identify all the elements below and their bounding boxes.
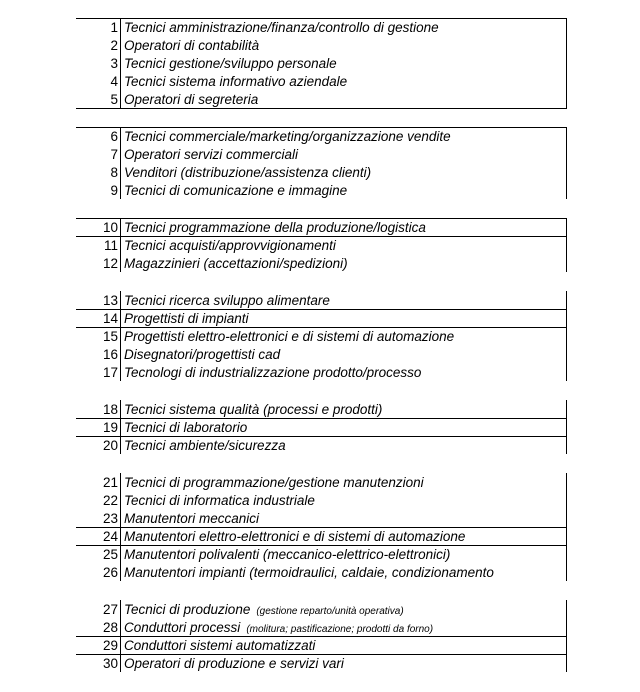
job-group-5 (76, 400, 567, 454)
list-item (76, 345, 567, 363)
item-number: 10 (102, 220, 118, 235)
item-label: Tecnici ricerca sviluppo alimentare (120, 291, 567, 309)
item-number: 3 (110, 56, 118, 71)
job-group-2 (76, 127, 567, 199)
item-label: Venditori (distribuzione/assistenza clienti) (120, 163, 567, 181)
item-label: Operatori servizi commerciali (120, 145, 567, 163)
list-item (76, 400, 567, 418)
list-item (76, 600, 567, 618)
item-number: 24 (102, 529, 118, 544)
item-number: 16 (102, 347, 118, 362)
item-label: Tecnici di informatica industriale (120, 491, 567, 509)
list-item (76, 473, 567, 491)
list-item (76, 509, 567, 527)
item-number: 13 (102, 293, 118, 308)
item-number: 12 (102, 256, 118, 271)
item-label: Conduttori sistemi automatizzati (120, 636, 567, 654)
item-number: 25 (102, 547, 118, 562)
item-number: 15 (102, 329, 118, 344)
item-label: Tecnici ambiente/sicurezza (120, 436, 567, 454)
list-item (76, 163, 567, 181)
item-label: Tecnici amministrazione/finanza/controllo di gestione (120, 18, 567, 36)
item-number: 20 (102, 438, 118, 453)
item-label: Disegnatori/progettisti cad (120, 345, 567, 363)
list-item (76, 36, 567, 54)
item-number: 22 (102, 493, 118, 508)
list-item (76, 654, 567, 672)
item-label: Manutentori elettro-elettronici e di sistemi di automazione (120, 527, 567, 545)
item-number: 30 (102, 656, 118, 671)
list-item (76, 72, 567, 90)
list-item (76, 236, 567, 254)
item-label: Operatori di segreteria (120, 90, 567, 108)
list-item (76, 18, 567, 36)
item-number: 27 (102, 602, 118, 617)
list-item (76, 181, 567, 199)
item-number: 23 (102, 511, 118, 526)
job-group-7 (76, 600, 567, 672)
list-item (76, 563, 567, 581)
list-item (76, 218, 567, 236)
item-note: (molitura; pastificazione; prodotti da forno) (246, 624, 434, 635)
item-label: Operatori di produzione e servizi vari (120, 654, 567, 672)
list-item (76, 127, 567, 145)
list-item (76, 618, 567, 636)
item-label: Tecnici sistema qualità (processi e prodotti) (120, 400, 567, 418)
item-label: Tecnici programmazione della produzione/logistica (120, 218, 567, 236)
item-label: Tecnici acquisti/approvvigionamenti (120, 236, 567, 254)
item-number: 26 (102, 565, 118, 580)
item-label: Tecnici di comunicazione e immagine (120, 181, 567, 199)
list-item (76, 363, 567, 381)
job-group-1 (76, 18, 567, 108)
item-label: Tecnici gestione/sviluppo personale (120, 54, 567, 72)
item-label: Tecnologi di industrializzazione prodotto/processo (120, 363, 567, 381)
item-number: 5 (110, 92, 118, 107)
list-item (76, 254, 567, 272)
list-item (76, 636, 567, 654)
item-number: 6 (110, 129, 118, 144)
item-number: 9 (110, 183, 118, 198)
item-number: 2 (110, 38, 118, 53)
item-number: 7 (110, 147, 118, 162)
item-number: 21 (102, 475, 118, 490)
item-label: Tecnici sistema informativo aziendale (120, 72, 567, 90)
list-item (76, 527, 567, 545)
item-label: Progettisti di impianti (120, 309, 567, 327)
item-number: 29 (102, 638, 118, 653)
item-label: Manutentori impianti (termoidraulici, caldaie, condizionamento (120, 563, 567, 581)
item-label: Manutentori polivalenti (meccanico-elettrico-elettronici) (120, 545, 567, 563)
item-label: Tecnici di laboratorio (120, 418, 567, 436)
item-number: 14 (102, 311, 118, 326)
job-group-3 (76, 218, 567, 272)
item-number: 8 (110, 165, 118, 180)
item-label (120, 600, 567, 618)
list-item (76, 54, 567, 72)
item-label: Progettisti elettro-elettronici e di sistemi di automazione (120, 327, 567, 345)
job-group-6 (76, 473, 567, 581)
item-number: 1 (110, 20, 118, 35)
item-number: 18 (102, 402, 118, 417)
list-item (76, 90, 567, 108)
item-number: 19 (102, 420, 118, 435)
item-label-text: Conduttori processi (124, 620, 241, 635)
item-label-text: Tecnici di produzione (124, 602, 251, 617)
item-number: 11 (103, 238, 118, 253)
list-item (76, 309, 567, 327)
list-item (76, 436, 567, 454)
list-item (76, 145, 567, 163)
list-item (76, 545, 567, 563)
list-item (76, 418, 567, 436)
item-label: Tecnici commerciale/marketing/organizzazione vendite (120, 127, 567, 145)
item-number: 28 (102, 620, 118, 635)
item-label: Magazzinieri (accettazioni/spedizioni) (120, 254, 567, 272)
list-item (76, 491, 567, 509)
item-label: Manutentori meccanici (120, 509, 567, 527)
job-group-4 (76, 291, 567, 381)
item-label (120, 618, 567, 636)
list-item (76, 291, 567, 309)
item-label: Operatori di contabilità (120, 36, 567, 54)
list-item (76, 327, 567, 345)
item-number: 4 (110, 74, 118, 89)
item-label: Tecnici di programmazione/gestione manutenzioni (120, 473, 567, 491)
item-number: 17 (102, 365, 118, 380)
item-note: (gestione reparto/unità operativa) (256, 606, 404, 617)
